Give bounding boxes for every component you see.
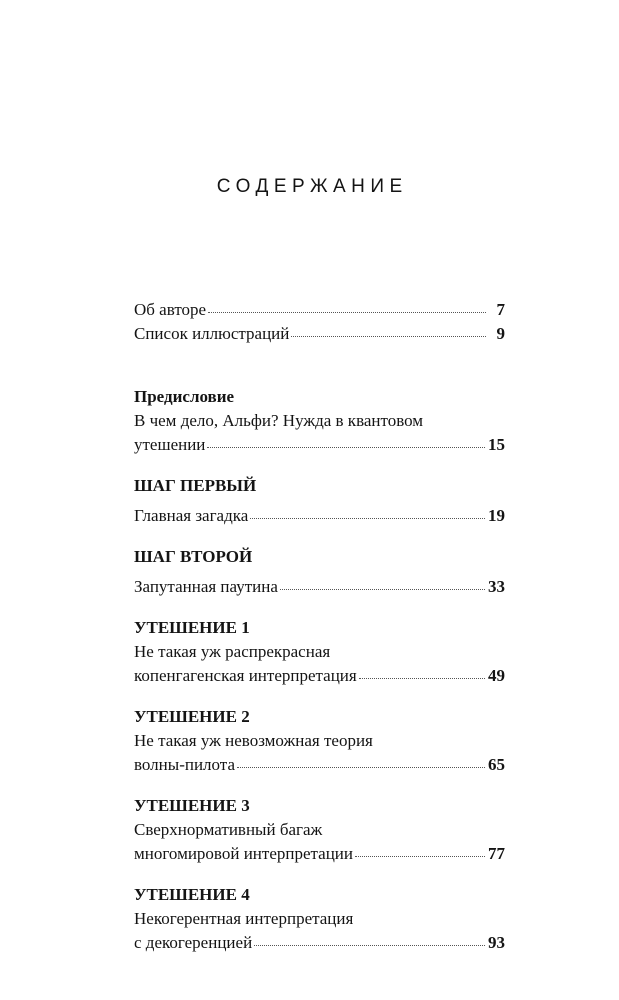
dot-leader (250, 518, 485, 519)
toc-entry-consolation1[interactable] (134, 664, 505, 688)
toc-entry-line: Сверхнормативный багаж (134, 820, 323, 839)
toc-entry-label: многомировой интерпретации (134, 844, 353, 863)
toc-entry-consolation4[interactable] (134, 931, 505, 955)
toc-entry-step2[interactable] (134, 575, 505, 599)
section-heading-consolation1: УТЕШЕНИЕ 1 (134, 618, 250, 637)
toc-entry-illustrations[interactable] (134, 322, 505, 346)
toc-entry-label: копенгагенская интерпретация (134, 666, 357, 685)
table-of-contents (134, 298, 505, 955)
toc-entry-about-author[interactable] (134, 298, 505, 322)
section-heading-preface: Предисловие (134, 387, 235, 406)
toc-entry-label: Главная загадка (134, 506, 249, 525)
dot-leader (280, 589, 485, 590)
toc-page-number: 19 (488, 506, 505, 525)
toc-entry-line: Не такая уж невозможная теория (134, 731, 373, 750)
toc-page-number: 77 (488, 844, 505, 863)
toc-entry-line: В чем дело, Альфи? Нужда в квантовом (134, 411, 424, 430)
toc-page-number: 9 (496, 324, 505, 343)
toc-entry-label: утешении (134, 435, 206, 454)
dot-leader (291, 336, 486, 337)
toc-page-number: 65 (488, 755, 505, 774)
dot-leader (207, 447, 485, 448)
page-title: СОДЕРЖАНИЕ (216, 176, 408, 197)
section-heading-consolation3: УТЕШЕНИЕ 3 (134, 796, 250, 815)
section-heading-consolation4: УТЕШЕНИЕ 4 (134, 885, 250, 904)
toc-page-number: 15 (488, 435, 505, 454)
toc-entry-label: волны-пилота (134, 755, 235, 774)
toc-entry-label: Запутанная паутина (134, 577, 278, 596)
toc-page-number: 33 (488, 577, 505, 596)
toc-page-number: 93 (488, 933, 505, 952)
toc-entry-label: с декогеренцией (134, 933, 253, 952)
section-heading-step2: ШАГ ВТОРОЙ (134, 547, 253, 566)
dot-leader (355, 856, 485, 857)
section-heading-consolation2: УТЕШЕНИЕ 2 (134, 707, 250, 726)
toc-entry-label: Об авторе (134, 300, 207, 319)
toc-page-number: 49 (488, 666, 505, 685)
toc-entry-label: Список иллюстраций (134, 324, 290, 343)
dot-leader (359, 678, 485, 679)
dot-leader (254, 945, 485, 946)
toc-entry-consolation3[interactable] (134, 842, 505, 866)
toc-entry-consolation2[interactable] (134, 753, 505, 777)
toc-entry-line: Некогерентная интерпретация (134, 909, 354, 928)
toc-entry-preface[interactable] (134, 433, 505, 457)
dot-leader (237, 767, 485, 768)
toc-entry-step1[interactable] (134, 504, 505, 528)
dot-leader (208, 312, 486, 313)
toc-page-number: 7 (496, 300, 505, 319)
section-heading-step1: ШАГ ПЕРВЫЙ (134, 476, 257, 495)
toc-entry-line: Не такая уж распрекрасная (134, 642, 331, 661)
